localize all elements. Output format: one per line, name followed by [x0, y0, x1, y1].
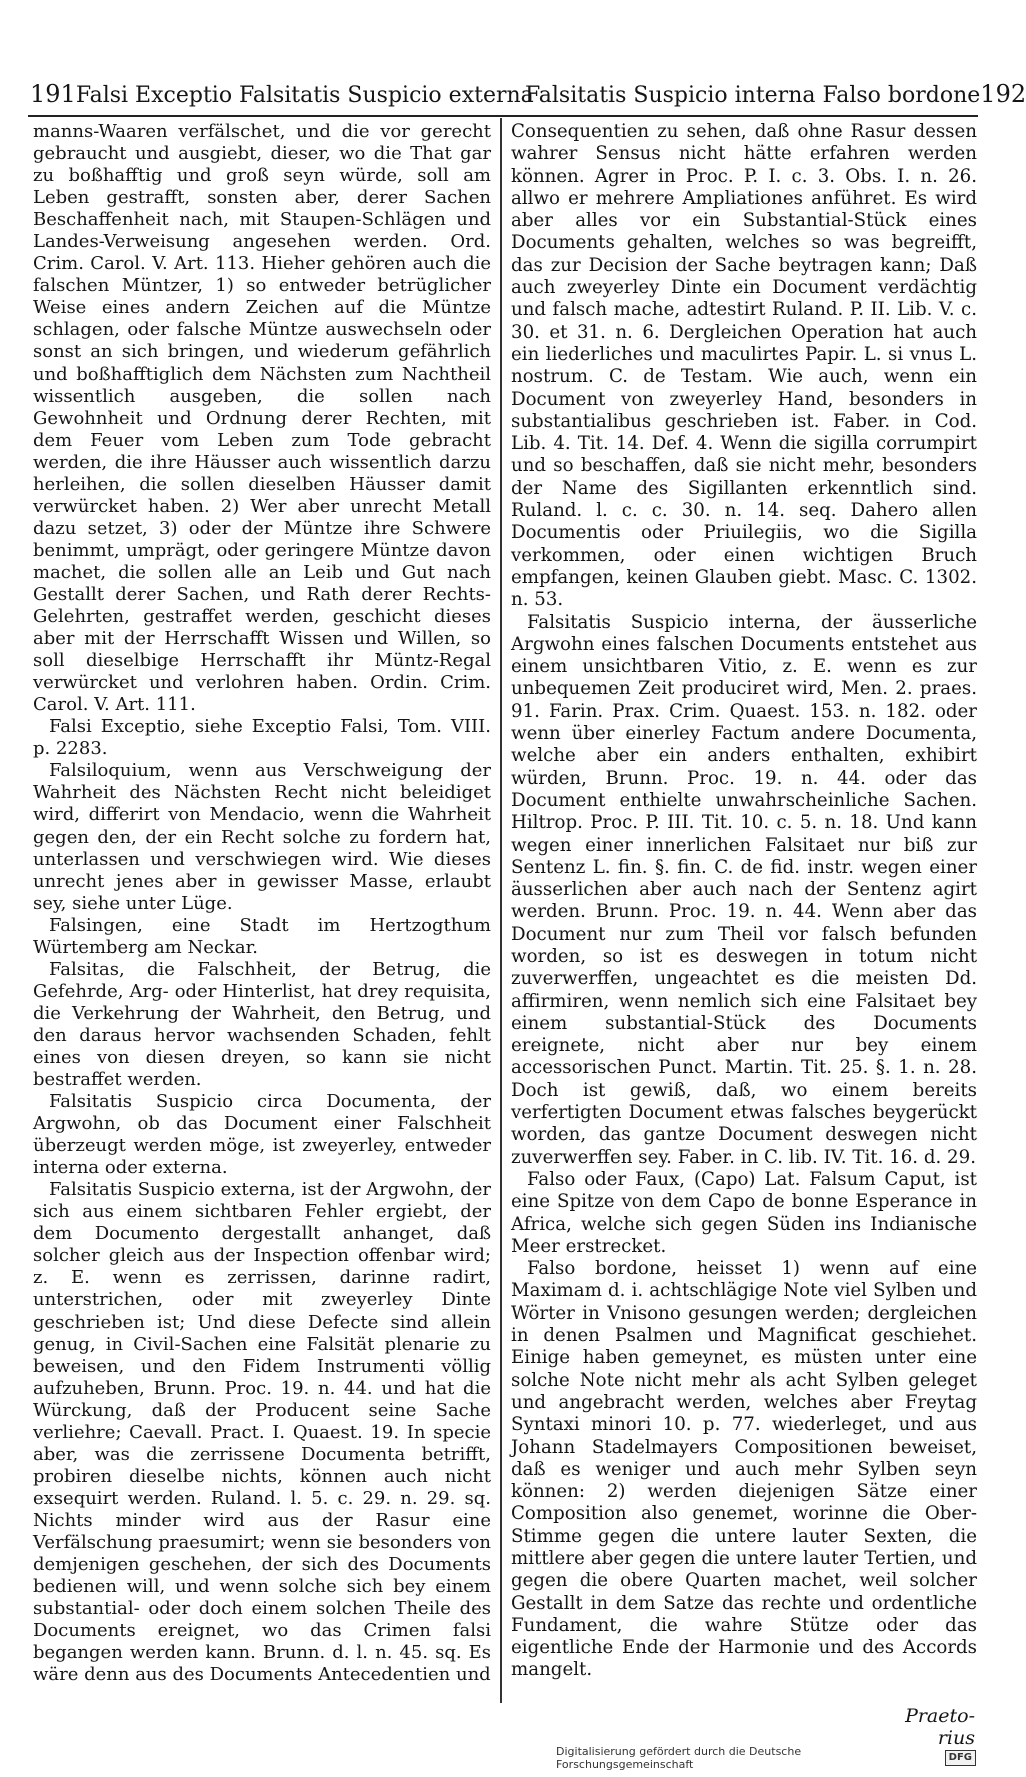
left-page-number: 191	[30, 80, 76, 108]
left-text-column	[33, 121, 491, 1686]
header-rule	[28, 115, 978, 117]
paragraph: Falso oder Faux, (Capo) Lat. Falsum Caput, ist eine Spitze von dem Capo de bonne Esperance in Africa, welche sich gegen Süden ins Indianische Meer erstrecket.	[511, 1168, 977, 1257]
paragraph: Falsiloquium, wenn aus Verschweigung der Wahrheit des Nächsten Recht nicht beleidiget wird, differirt von Mendacio, wenn die Wahrheit gegen den, der ein Recht solche zu fordern hat, unterlassen und verschwiegen wird. Wie dieses unrecht jenes aber in gewisser Masse, erlaubt sey, siehe unter Lüge.	[33, 760, 491, 914]
footer-credit: Digitalisierung gefördert durch die Deutsche Forschungsgemeinschaft	[556, 1745, 802, 1771]
left-running-title: Falsi Exceptio Falsitatis Suspicio externa	[75, 83, 534, 108]
paragraph: Falsi Exceptio, siehe Exceptio Falsi, Tom. VIII. p. 2283.	[33, 716, 491, 760]
dfg-logo-icon: DFG	[945, 1750, 976, 1766]
paragraph: Falsitatis Suspicio circa Documenta, der Argwohn, ob das Document einer Falschheit überzeugt werden möge, ist zweyerley, entweder interna oder externa.	[33, 1091, 491, 1179]
right-page-header	[525, 80, 1026, 114]
paragraph: Falsitatis Suspicio interna, der äusserliche Argwohn eines falschen Documents entstehet aus einem unsichtbaren Vitio, z. E. wenn es zur unbequemen Zeit produciret wird, Men. 2. praes. 91. Farin. Prax. Crim. Quaest. 153. n. 182. oder wenn über einerley Factum andere Documenta, welche aber ein anders enthalten, exhibirt würden, Brunn. Proc. 19. n. 44. oder das Document enthielte unwahrscheinliche Sachen. Hiltrop. Proc. P. III. Tit. 10. c. 5. n. 18. Und kann wegen einer innerlichen Falsitaet nur biß zur Sentenz L. fin. §. fin. C. de fid. instr. wegen einer äusserlichen aber auch nach der Sentenz agirt werden. Brunn. Proc. 19. n. 44. Wenn aber das Document nur zum Theil vor falsch befunden worden, so ist es deswegen in totum nicht zuverwerffen, ungeachtet es die meisten Dd. affirmiren, wenn nemlich sich eine Falsitaet bey einem substantial-Stück des Documents ereignete, nicht aber nur bey einem accessorischen Punct. Martin. Tit. 25. §. 1. n. 28. Doch ist gewiß, daß, wo einem bereits verfertigten Document etwas falsches beygerückt worden, das gantze Document deswegen nicht zuverwerffen sey. Faber. in C. lib. IV. Tit. 16. d. 29.	[511, 611, 977, 1168]
paragraph: Falso bordone, heisset 1) wenn auf eine Maximam d. i. achtschlägige Note viel Sylben und Wörter in Vnisono gesungen werden; dergleichen in denen Psalmen und Magnificat geschiehet. Einige haben gemeynet, es müsten unter eine solche Note nicht mehr als acht Sylben geleget und angebracht werden, welches aber Freytag Syntaxi minori 10. p. 77. wiederleget, und aus Johann Stadelmayers Compositionen beweiset, daß es weniger und auch mehr Sylben seyn können: 2) werden diejenigen Sätze einer Composition also genemet, worinne die Ober-Stimme gegen die untere lauter Sexten, die mittlere aber gegen die untere lauter Tertien, und gegen die obere Quarten machet, weil solcher Gestallt in dem Satze das rechte und ordentliche Fundament, die wahre Stütze oder das eigentliche Ende der Harmonie und des Accords mangelt.	[511, 1258, 977, 1681]
digitization-footer	[556, 1745, 976, 1771]
right-text-column	[511, 121, 977, 1682]
right-running-title: Falsitatis Suspicio interna Falso bordone	[525, 83, 981, 108]
catchword: Praeto-rius	[905, 1705, 975, 1749]
paragraph: Falsitas, die Falschheit, der Betrug, die Gefehrde, Arg- oder Hinterlist, hat drey requisita, die Verkehrung der Wahrheit, den Betrug, und den daraus hervor wachsenden Schaden, fehlt eines von diesen dreyen, so kann sie nicht bestraffet werden.	[33, 958, 491, 1091]
left-page-header	[30, 80, 534, 114]
right-page-number: 192	[980, 80, 1026, 108]
paragraph: manns-Waaren verfälschet, und die vor gerecht gebraucht und ausgiebt, dieser, wo die That gar zu boßhafftig und groß seyn würde, soll am Leben gestrafft, sonsten aber, derer Sachen Beschaffenheit nach, mit Staupen-Schlägen und Landes-Verweisung angesehen werden. Ord. Crim. Carol. V. Art. 113. Hieher gehören auch die falschen Müntzer, 1) so entweder betrüglicher Weise eines andern Zeichen auf die Müntze schlagen, oder falsche Müntze auswechseln oder sonst an sich bringen, und wiederum gefährlich und boßhafftiglich dem Nächsten zum Nachtheil wissentlich ausgeben, die sollen nach Gewohnheit und Ordnung derer Rechten, mit dem Feuer vom Leben zum Tode gebracht werden, die ihre Häusser auch wissentlich darzu herleihen, die sollen dieselben Häusser damit verwürcket haben. 2) Wer aber unrecht Metall dazu setzet, 3) oder der Müntze ihre Schwere benimmt, umprägt, oder geringere Müntze davon machet, die sollen alle an Leib und Gut nach Gestallt derer Sachen, und Rath derer Rechts-Gelehrten, gestraffet werden, geschicht dieses aber mit der Herrschafft Wissen und Willen, so soll dieselbige Herrschafft ihr Müntz-Regal verwürcket und verlohren haben. Ordin. Crim. Carol. V. Art. 111.	[33, 121, 491, 716]
paragraph: Falsitatis Suspicio externa, ist der Argwohn, der sich aus einem sichtbaren Fehler ergiebt, der dem Documento dergestallt anhanget, daß solcher gleich aus der Inspection offenbar wird; z. E. wenn es zerrissen, darinne radirt, unterstrichen, oder mit zweyerley Dinte geschrieben ist; Und diese Defecte sind allein genug, in Civil-Sachen eine Falsität plenarie zu beweisen, und den Fidem Instrumenti völlig aufzuheben, Brunn. Proc. 19. n. 44. und hat die Würckung, daß der Producent seine Sache verliehre; Caevall. Pract. I. Quaest. 19. In specie aber, was die zerrissene Documenta betrifft, probiren dieselbe nichts, können auch nicht exsequirt werden. Ruland. l. 5. c. 29. n. 29. sq. Nichts minder wird aus der Rasur eine Verfälschung praesumirt; wenn sie besonders von demjenigen geschehen, der sich des Documents bedienen will, und wenn solche sich bey einem substantial- oder doch einem solchen Theile des Documents ereignet, wo das Crimen falsi begangen werden kann. Brunn. d. l. n. 45. sq. Es wäre denn aus des Documents Antecedentien und	[33, 1179, 491, 1686]
paragraph: Consequentien zu sehen, daß ohne Rasur dessen wahrer Sensus nicht hätte erfahren werden können. Agrer in Proc. P. I. c. 3. Obs. I. n. 26. allwo er mehrere Ampliationes anführet. Es wird aber alles vor ein Substantial-Stück eines Documents gehalten, welches so was begreifft, das zur Decision der Sache beytragen kann; Daß auch zweyerley Dinte ein Document verdächtig und falsch mache, adtestirt Ruland. P. II. Lib. V. c. 30. et 31. n. 6. Dergleichen Operation hat auch ein liederliches und maculirtes Papir. L. si vnus L. nostrum. C. de Testam. Wie auch, wenn ein Document von zweyerley Hand, besonders in substantialibus geschrieben ist. Faber. in Cod. Lib. 4. Tit. 14. Def. 4. Wenn die sigilla corrumpirt und so beschaffen, daß sie nicht mehr, besonders der Name des Sigillanten erkenntlich sind. Ruland. l. c. c. 30. n. 14. seq. Dahero allen Documentis oder Priuilegiis, wo die Sigilla verkommen, oder einen wichtigen Bruch empfangen, keinen Glauben giebt. Masc. C. 1302. n. 53.	[511, 121, 977, 611]
paragraph: Falsingen, eine Stadt im Hertzogthum Würtemberg am Neckar.	[33, 914, 491, 958]
column-divider	[500, 118, 502, 1703]
